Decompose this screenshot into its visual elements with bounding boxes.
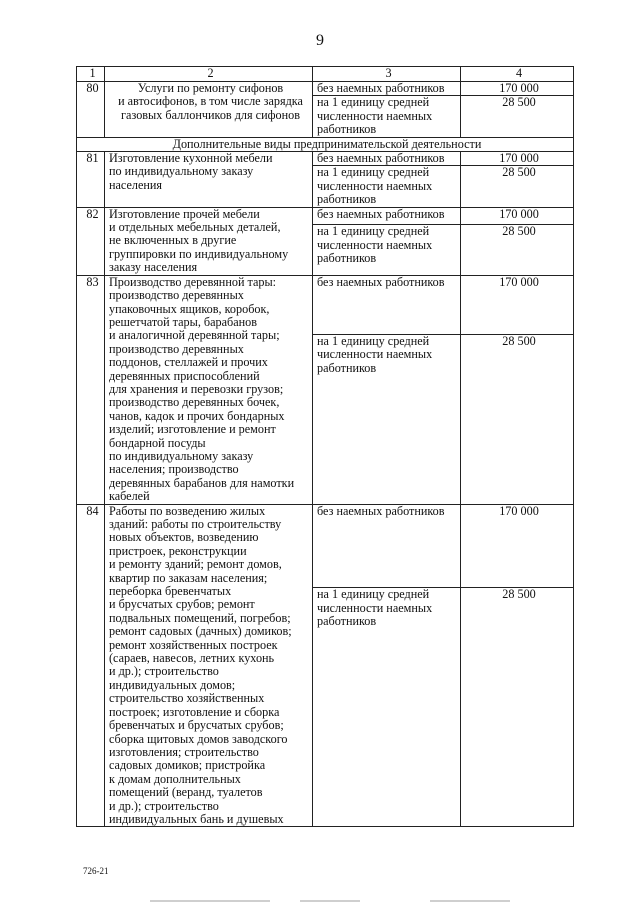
condition-per-employee: на 1 единицу средней численности наемных работников <box>313 96 461 137</box>
header-col-3: 3 <box>313 67 461 82</box>
table-row <box>77 152 574 166</box>
amount-per-employee: 28 500 <box>461 96 574 137</box>
header-col-4: 4 <box>461 67 574 82</box>
page-number: 9 <box>316 32 324 49</box>
amount-per-employee: 28 500 <box>461 334 574 504</box>
condition-no-employees: без наемных работников <box>313 504 461 588</box>
condition-no-employees: без наемных работников <box>313 207 461 225</box>
row-number: 84 <box>77 504 105 827</box>
table-row <box>77 504 574 588</box>
condition-per-employee: на 1 единицу средней численности наемных работников <box>313 588 461 827</box>
amount-no-employees: 170 000 <box>461 82 574 96</box>
amount-per-employee: 28 500 <box>461 588 574 827</box>
activities-table <box>76 66 574 827</box>
activity-description: Изготовление кухонной мебели по индивидуальному заказу населения <box>105 152 313 208</box>
scan-edge-mark <box>430 900 510 902</box>
amount-no-employees: 170 000 <box>461 504 574 588</box>
row-number: 81 <box>77 152 105 208</box>
condition-per-employee: на 1 единицу средней численности наемных работников <box>313 225 461 275</box>
header-col-2: 2 <box>105 67 313 82</box>
condition-no-employees: без наемных работников <box>313 82 461 96</box>
activity-description: Изготовление прочей мебели и отдельных мебельных деталей, не включенных в другие группировки по индивидуальному заказу населения <box>105 207 313 275</box>
table-row <box>77 207 574 225</box>
amount-no-employees: 170 000 <box>461 207 574 225</box>
activity-description: Производство деревянной тары: производство деревянных упаковочных ящиков, коробок, решетчатой тары, барабанов и аналогичной деревянной тары; производство деревянных поддонов, стеллажей и прочих деревянных приспособлений для хранения и перевозки грузов; производство деревянных бочек, чанов, кадок и прочих бондарных изделий; изготовление и ремонт бондарной посуды по индивидуальному заказу населения; производство деревянных барабанов для намотки кабелей <box>105 275 313 504</box>
condition-no-employees: без наемных работников <box>313 275 461 334</box>
activity-description: Услуги по ремонту сифонов и автосифонов, в том числе зарядка газовых баллончиков для сифонов <box>105 82 313 138</box>
header-col-1: 1 <box>77 67 105 82</box>
section-row <box>77 137 574 151</box>
amount-no-employees: 170 000 <box>461 152 574 166</box>
scan-edge-mark <box>150 900 270 902</box>
table-row <box>77 275 574 334</box>
condition-no-employees: без наемных работников <box>313 152 461 166</box>
condition-per-employee: на 1 единицу средней численности наемных работников <box>313 166 461 207</box>
row-number: 80 <box>77 82 105 138</box>
activity-description: Работы по возведению жилых зданий: работы по строительству новых объектов, возведению пристроек, реконструкции и ремонту зданий; ремонт домов, квартир по заказам населения; переборка бревенчатых и брусчатых срубов; ремонт подвальных помещений, погребов; ремонт садовых (дачных) домиков; ремонт хозяйственных построек (сараев, навесов, летних кухонь и др.); строительство индивидуальных домов; строительство хозяйственных построек; изготовление и сборка бревенчатых и брусчатых срубов; сборка щитовых домов заводского изготовления; строительство садовых домиков; пристройка к домам дополнительных помещений (веранд, туалетов и др.); строительство индивидуальных бань и душевых <box>105 504 313 827</box>
section-title: Дополнительные виды предпринимательской деятельности <box>77 137 574 151</box>
amount-per-employee: 28 500 <box>461 225 574 275</box>
scan-edge-mark <box>300 900 360 902</box>
amount-no-employees: 170 000 <box>461 275 574 334</box>
table-row <box>77 82 574 96</box>
document-code: 726-21 <box>83 866 109 876</box>
condition-per-employee: на 1 единицу средней численности наемных работников <box>313 334 461 504</box>
table-header-row <box>77 67 574 82</box>
amount-per-employee: 28 500 <box>461 166 574 207</box>
row-number: 83 <box>77 275 105 504</box>
row-number: 82 <box>77 207 105 275</box>
